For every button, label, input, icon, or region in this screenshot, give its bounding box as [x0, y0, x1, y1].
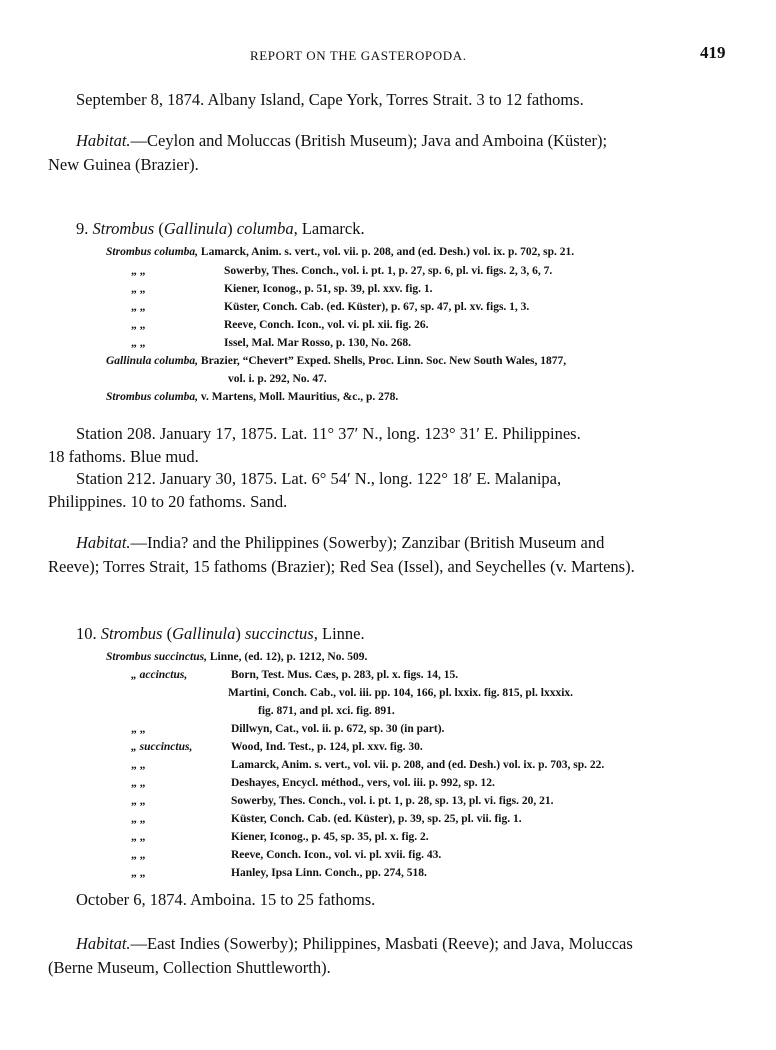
ref-line-continued: vol. i. p. 292, No. 47.: [228, 373, 327, 385]
station-line: Station 208. January 17, 1875. Lat. 11° 37′ N., long. 123° 31′ E. Philippines.: [76, 424, 581, 443]
running-header: REPORT ON THE GASTEROPODA.: [250, 48, 467, 63]
ref-line-continued: fig. 871, and pl. xci. fig. 891.: [258, 705, 395, 717]
ref-line: Strombus columba, Lamarck, Anim. s. vert., vol. vii. p. 208, and (ed. Desh.) vol. ix. p. 702, sp. 21.: [106, 246, 575, 258]
habitat-label: Habitat.: [76, 934, 131, 953]
ref-line: „ „ Hanley, Ipsa Linn. Conch., pp. 274, 518.: [131, 867, 427, 879]
ref-line: „ „ Küster, Conch. Cab. (ed. Küster), p. 39, sp. 25, pl. vii. fig. 1.: [131, 813, 522, 825]
species-10-heading: 10. Strombus (Gallinula) succinctus, Linne.: [76, 624, 365, 643]
ref-line: Martini, Conch. Cab., vol. iii. pp. 104, 166, pl. lxxix. fig. 815, pl. lxxxix.: [228, 687, 574, 699]
intro-habitat-line-2: New Guinea (Brazier).: [48, 155, 199, 174]
ref-line: Strombus columba, v. Martens, Moll. Mauritius, &c., p. 278.: [106, 391, 399, 403]
station-line: Station 212. January 30, 1875. Lat. 6° 54′ N., long. 122° 18′ E. Malanipa,: [76, 469, 562, 488]
ref-line: „ „ Reeve, Conch. Icon., vol. vi. pl. xii. fig. 26.: [131, 319, 429, 331]
ref-line: „ accinctus, Born, Test. Mus. Cæs, p. 283, pl. x. figs. 14, 15.: [131, 669, 459, 681]
intro-habitat-line-1: Habitat.—Ceylon and Moluccas (British Museum); Java and Amboina (Küster);: [76, 131, 608, 150]
species-9-habitat-line-1: Habitat.—India? and the Philippines (Sowerby); Zanzibar (British Museum and: [76, 533, 605, 552]
ref-line: „ „ Kiener, Iconog., p. 51, sp. 39, pl. xxv. fig. 1.: [131, 283, 433, 295]
ref-line: „ „ Sowerby, Thes. Conch., vol. i. pt. 1, p. 27, sp. 6, pl. vi. figs. 2, 3, 6, 7.: [131, 265, 553, 277]
species-9-habitat-line-2: Reeve); Torres Strait, 15 fathoms (Brazier); Red Sea (Issel), and Seychelles (v. Martens).: [48, 557, 635, 576]
ref-line: „ succinctus, Wood, Ind. Test., p. 124, pl. xxv. fig. 30.: [131, 741, 423, 753]
habitat-label: Habitat.: [76, 131, 131, 150]
ref-line: „ „ Kiener, Iconog., p. 45, sp. 35, pl. x. fig. 2.: [131, 831, 429, 843]
ref-line: „ „ Küster, Conch. Cab. (ed. Küster), p. 67, sp. 47, pl. xv. figs. 1, 3.: [131, 301, 530, 313]
species-10-habitat-line-1: Habitat.—East Indies (Sowerby); Philippines, Masbati (Reeve); and Java, Moluccas: [76, 934, 633, 953]
ref-line: „ „ Deshayes, Encycl. méthod., vers, vol. iii. p. 992, sp. 12.: [131, 777, 495, 789]
ref-line: „ „ Dillwyn, Cat., vol. ii. p. 672, sp. 30 (in part).: [131, 723, 445, 735]
ref-line: Strombus succinctus, Linne, (ed. 12), p. 1212, No. 509.: [106, 651, 368, 663]
species-10-habitat-line-2: (Berne Museum, Collection Shuttleworth).: [48, 958, 331, 977]
species-10-station-line: October 6, 1874. Amboina. 15 to 25 fathoms.: [76, 890, 376, 909]
habitat-label: Habitat.: [76, 533, 131, 552]
species-9-heading: 9. Strombus (Gallinula) columba, Lamarck.: [76, 219, 365, 238]
station-line: 18 fathoms. Blue mud.: [48, 447, 199, 466]
ref-line: Gallinula columba, Brazier, “Chevert” Exped. Shells, Proc. Linn. Soc. New South Wales, 1877,: [106, 355, 567, 367]
intro-station-line: September 8, 1874. Albany Island, Cape York, Torres Strait. 3 to 12 fathoms.: [76, 90, 584, 109]
ref-line: „ „ Sowerby, Thes. Conch., vol. i. pt. 1, p. 28, sp. 13, pl. vi. figs. 20, 21.: [131, 795, 554, 807]
ref-line: „ „ Issel, Mal. Mar Rosso, p. 130, No. 268.: [131, 337, 411, 349]
ref-line: „ „ Reeve, Conch. Icon., vol. vi. pl. xvii. fig. 43.: [131, 849, 442, 861]
station-line: Philippines. 10 to 20 fathoms. Sand.: [48, 492, 288, 511]
page-number: 419: [700, 43, 726, 62]
ref-line: „ „ Lamarck, Anim. s. vert., vol. vii. p. 208, and (ed. Desh.) vol. ix. p. 703, sp. 22.: [131, 759, 605, 771]
